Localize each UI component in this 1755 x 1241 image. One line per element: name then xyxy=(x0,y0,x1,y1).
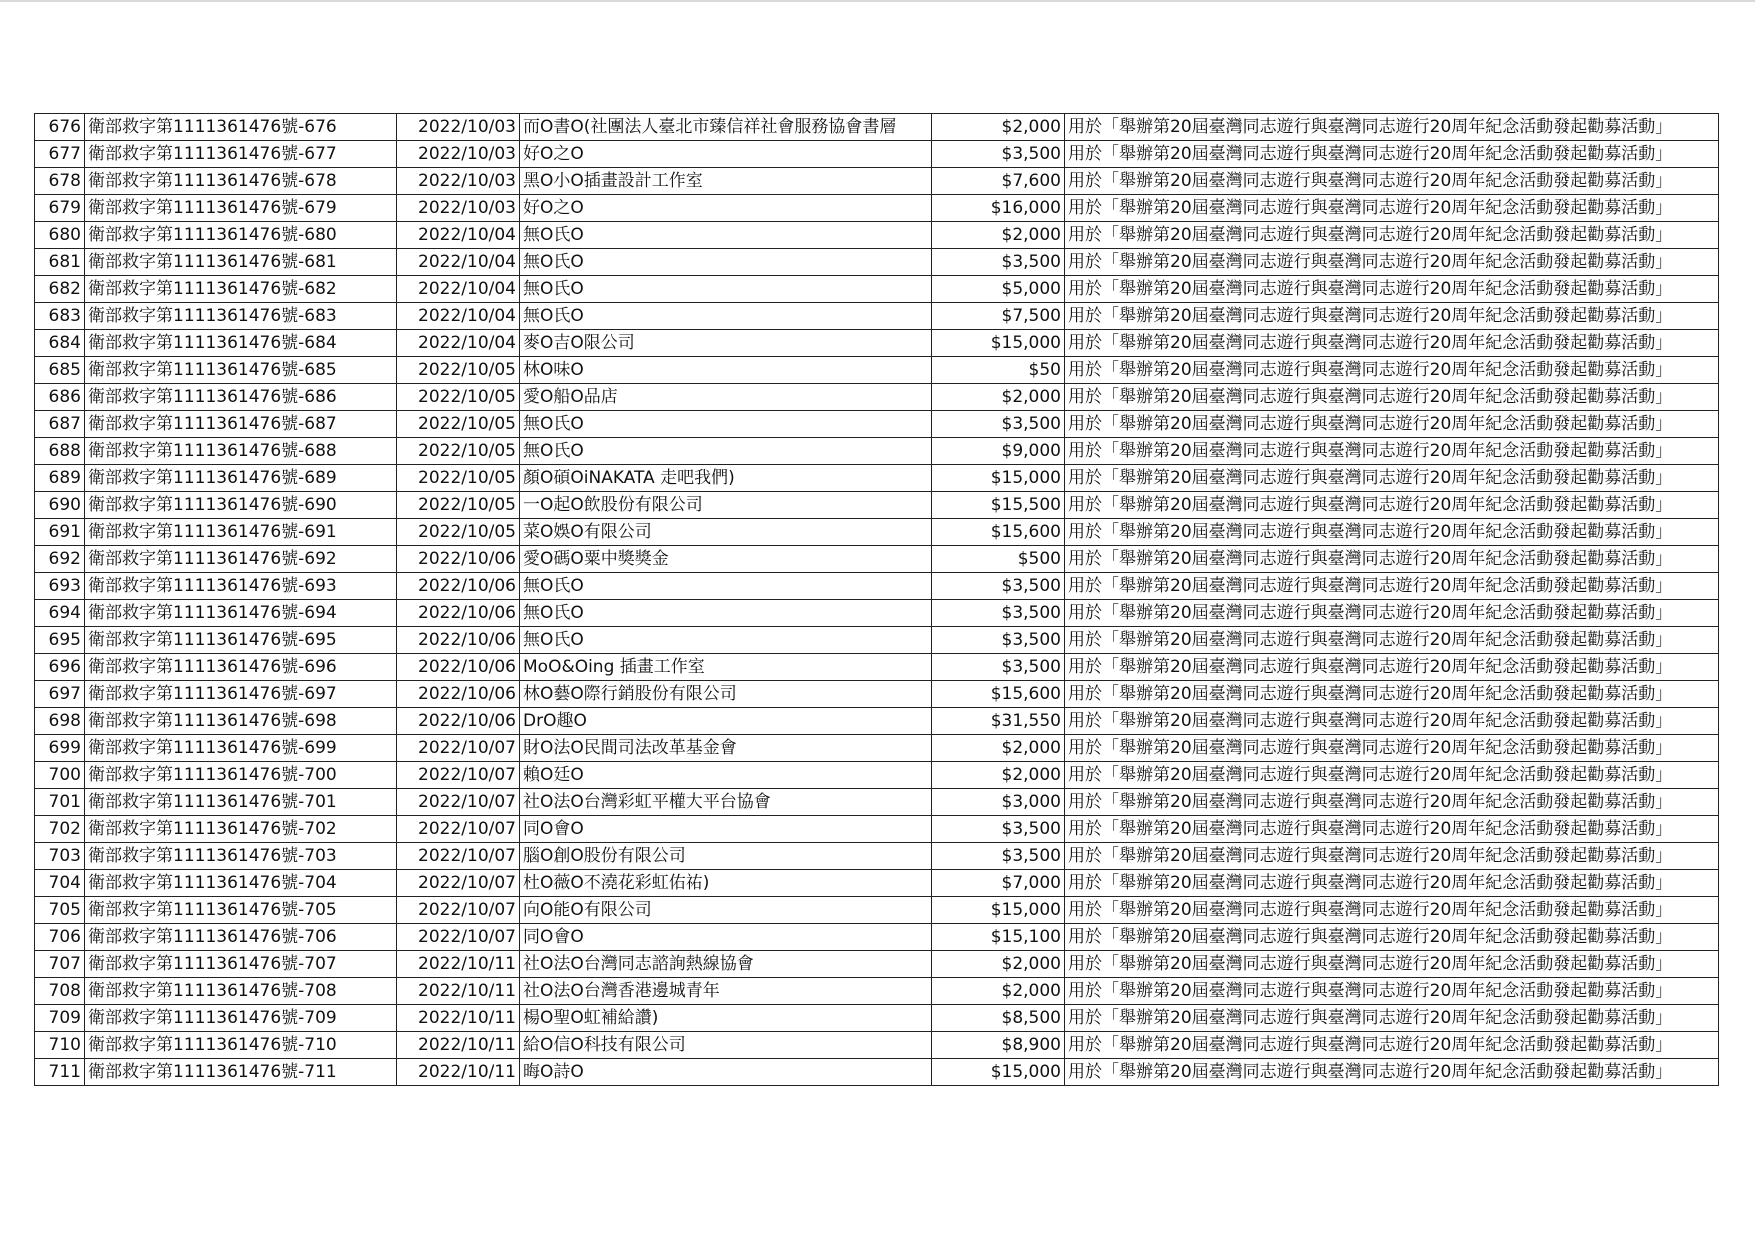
donation-date: 2022/10/06 xyxy=(397,708,520,735)
donation-date: 2022/10/11 xyxy=(397,1032,520,1059)
donation-purpose: 用於「舉辦第20屆臺灣同志遊行與臺灣同志遊行20周年紀念活動發起勸募活動」 xyxy=(1065,384,1719,411)
approval-reference: 衛部救字第1111361476號-697 xyxy=(85,681,397,708)
donation-purpose: 用於「舉辦第20屆臺灣同志遊行與臺灣同志遊行20周年紀念活動發起勸募活動」 xyxy=(1065,816,1719,843)
donation-amount: $2,000 xyxy=(932,114,1065,141)
approval-reference: 衛部救字第1111361476號-693 xyxy=(85,573,397,600)
table-row xyxy=(35,384,1719,411)
table-row xyxy=(35,789,1719,816)
donation-date: 2022/10/06 xyxy=(397,546,520,573)
table-row xyxy=(35,1059,1719,1086)
row-number: 701 xyxy=(35,789,85,816)
approval-reference: 衛部救字第1111361476號-696 xyxy=(85,654,397,681)
donation-date: 2022/10/07 xyxy=(397,816,520,843)
donation-date: 2022/10/05 xyxy=(397,357,520,384)
approval-reference: 衛部救字第1111361476號-679 xyxy=(85,195,397,222)
row-number: 693 xyxy=(35,573,85,600)
donor-name: 同O會O xyxy=(520,924,932,951)
table-row xyxy=(35,681,1719,708)
donation-date: 2022/10/05 xyxy=(397,519,520,546)
approval-reference: 衛部救字第1111361476號-685 xyxy=(85,357,397,384)
donor-name: 林O藝O際行銷股份有限公司 xyxy=(520,681,932,708)
row-number: 696 xyxy=(35,654,85,681)
approval-reference: 衛部救字第1111361476號-702 xyxy=(85,816,397,843)
donation-amount: $8,500 xyxy=(932,1005,1065,1032)
approval-reference: 衛部救字第1111361476號-677 xyxy=(85,141,397,168)
donor-name: 無O氏O xyxy=(520,438,932,465)
donation-date: 2022/10/06 xyxy=(397,681,520,708)
table-row xyxy=(35,1005,1719,1032)
row-number: 697 xyxy=(35,681,85,708)
donation-amount: $3,500 xyxy=(932,411,1065,438)
donation-amount: $2,000 xyxy=(932,222,1065,249)
table-row xyxy=(35,1032,1719,1059)
row-number: 707 xyxy=(35,951,85,978)
donor-name: 杜O薇O不澆花彩虹佑祐) xyxy=(520,870,932,897)
row-number: 678 xyxy=(35,168,85,195)
approval-reference: 衛部救字第1111361476號-687 xyxy=(85,411,397,438)
table-row xyxy=(35,114,1719,141)
row-number: 687 xyxy=(35,411,85,438)
donor-name: 愛O船O品店 xyxy=(520,384,932,411)
donation-purpose: 用於「舉辦第20屆臺灣同志遊行與臺灣同志遊行20周年紀念活動發起勸募活動」 xyxy=(1065,843,1719,870)
donor-name: 麥O吉O限公司 xyxy=(520,330,932,357)
approval-reference: 衛部救字第1111361476號-689 xyxy=(85,465,397,492)
approval-reference: 衛部救字第1111361476號-705 xyxy=(85,897,397,924)
donation-amount: $500 xyxy=(932,546,1065,573)
donor-name: 愛O碼O粟中獎獎金 xyxy=(520,546,932,573)
ledger-body xyxy=(35,114,1719,1086)
donor-name: 同O會O xyxy=(520,816,932,843)
donation-amount: $15,000 xyxy=(932,330,1065,357)
row-number: 680 xyxy=(35,222,85,249)
table-row xyxy=(35,924,1719,951)
table-row xyxy=(35,276,1719,303)
donation-purpose: 用於「舉辦第20屆臺灣同志遊行與臺灣同志遊行20周年紀念活動發起勸募活動」 xyxy=(1065,330,1719,357)
donation-date: 2022/10/06 xyxy=(397,600,520,627)
donation-amount: $16,000 xyxy=(932,195,1065,222)
table-row xyxy=(35,519,1719,546)
row-number: 704 xyxy=(35,870,85,897)
donation-purpose: 用於「舉辦第20屆臺灣同志遊行與臺灣同志遊行20周年紀念活動發起勸募活動」 xyxy=(1065,519,1719,546)
donation-purpose: 用於「舉辦第20屆臺灣同志遊行與臺灣同志遊行20周年紀念活動發起勸募活動」 xyxy=(1065,951,1719,978)
donation-amount: $15,100 xyxy=(932,924,1065,951)
donation-date: 2022/10/07 xyxy=(397,735,520,762)
row-number: 692 xyxy=(35,546,85,573)
row-number: 690 xyxy=(35,492,85,519)
approval-reference: 衛部救字第1111361476號-701 xyxy=(85,789,397,816)
table-row xyxy=(35,627,1719,654)
donation-amount: $2,000 xyxy=(932,735,1065,762)
table-row xyxy=(35,573,1719,600)
donation-amount: $2,000 xyxy=(932,951,1065,978)
donation-date: 2022/10/04 xyxy=(397,303,520,330)
row-number: 679 xyxy=(35,195,85,222)
donor-name: 財O法O民間司法改革基金會 xyxy=(520,735,932,762)
donation-purpose: 用於「舉辦第20屆臺灣同志遊行與臺灣同志遊行20周年紀念活動發起勸募活動」 xyxy=(1065,249,1719,276)
donation-purpose: 用於「舉辦第20屆臺灣同志遊行與臺灣同志遊行20周年紀念活動發起勸募活動」 xyxy=(1065,627,1719,654)
donation-purpose: 用於「舉辦第20屆臺灣同志遊行與臺灣同志遊行20周年紀念活動發起勸募活動」 xyxy=(1065,141,1719,168)
donation-purpose: 用於「舉辦第20屆臺灣同志遊行與臺灣同志遊行20周年紀念活動發起勸募活動」 xyxy=(1065,303,1719,330)
donor-name: 林O味O xyxy=(520,357,932,384)
donation-purpose: 用於「舉辦第20屆臺灣同志遊行與臺灣同志遊行20周年紀念活動發起勸募活動」 xyxy=(1065,708,1719,735)
row-number: 688 xyxy=(35,438,85,465)
table-row xyxy=(35,897,1719,924)
donation-amount: $3,500 xyxy=(932,573,1065,600)
table-row xyxy=(35,492,1719,519)
approval-reference: 衛部救字第1111361476號-691 xyxy=(85,519,397,546)
donation-amount: $3,500 xyxy=(932,816,1065,843)
table-row xyxy=(35,978,1719,1005)
row-number: 694 xyxy=(35,600,85,627)
donor-name: 無O氏O xyxy=(520,627,932,654)
table-row xyxy=(35,465,1719,492)
donation-amount: $3,500 xyxy=(932,600,1065,627)
row-number: 685 xyxy=(35,357,85,384)
donation-purpose: 用於「舉辦第20屆臺灣同志遊行與臺灣同志遊行20周年紀念活動發起勸募活動」 xyxy=(1065,654,1719,681)
approval-reference: 衛部救字第1111361476號-676 xyxy=(85,114,397,141)
donation-purpose: 用於「舉辦第20屆臺灣同志遊行與臺灣同志遊行20周年紀念活動發起勸募活動」 xyxy=(1065,222,1719,249)
donor-name: 社O法O台灣同志諮詢熱線協會 xyxy=(520,951,932,978)
donation-purpose: 用於「舉辦第20屆臺灣同志遊行與臺灣同志遊行20周年紀念活動發起勸募活動」 xyxy=(1065,600,1719,627)
donation-date: 2022/10/05 xyxy=(397,384,520,411)
table-row xyxy=(35,222,1719,249)
donation-purpose: 用於「舉辦第20屆臺灣同志遊行與臺灣同志遊行20周年紀念活動發起勸募活動」 xyxy=(1065,1005,1719,1032)
donation-amount: $5,000 xyxy=(932,276,1065,303)
approval-reference: 衛部救字第1111361476號-688 xyxy=(85,438,397,465)
donation-date: 2022/10/03 xyxy=(397,195,520,222)
donor-name: 賴O廷O xyxy=(520,762,932,789)
row-number: 691 xyxy=(35,519,85,546)
donor-name: 無O氏O xyxy=(520,573,932,600)
approval-reference: 衛部救字第1111361476號-680 xyxy=(85,222,397,249)
donation-purpose: 用於「舉辦第20屆臺灣同志遊行與臺灣同志遊行20周年紀念活動發起勸募活動」 xyxy=(1065,870,1719,897)
donation-amount: $15,500 xyxy=(932,492,1065,519)
donation-amount: $3,500 xyxy=(932,141,1065,168)
row-number: 695 xyxy=(35,627,85,654)
donation-amount: $2,000 xyxy=(932,384,1065,411)
row-number: 676 xyxy=(35,114,85,141)
donor-name: 無O氏O xyxy=(520,411,932,438)
row-number: 700 xyxy=(35,762,85,789)
donor-name: 無O氏O xyxy=(520,276,932,303)
approval-reference: 衛部救字第1111361476號-683 xyxy=(85,303,397,330)
donation-date: 2022/10/04 xyxy=(397,330,520,357)
donation-purpose: 用於「舉辦第20屆臺灣同志遊行與臺灣同志遊行20周年紀念活動發起勸募活動」 xyxy=(1065,411,1719,438)
donation-purpose: 用於「舉辦第20屆臺灣同志遊行與臺灣同志遊行20周年紀念活動發起勸募活動」 xyxy=(1065,492,1719,519)
row-number: 703 xyxy=(35,843,85,870)
donor-name: 好O之O xyxy=(520,195,932,222)
row-number: 689 xyxy=(35,465,85,492)
table-row xyxy=(35,195,1719,222)
table-row xyxy=(35,951,1719,978)
donation-purpose: 用於「舉辦第20屆臺灣同志遊行與臺灣同志遊行20周年紀念活動發起勸募活動」 xyxy=(1065,465,1719,492)
donation-date: 2022/10/07 xyxy=(397,870,520,897)
approval-reference: 衛部救字第1111361476號-690 xyxy=(85,492,397,519)
donation-amount: $2,000 xyxy=(932,978,1065,1005)
row-number: 681 xyxy=(35,249,85,276)
approval-reference: 衛部救字第1111361476號-704 xyxy=(85,870,397,897)
donation-date: 2022/10/04 xyxy=(397,249,520,276)
donation-purpose: 用於「舉辦第20屆臺灣同志遊行與臺灣同志遊行20周年紀念活動發起勸募活動」 xyxy=(1065,735,1719,762)
row-number: 699 xyxy=(35,735,85,762)
table-row xyxy=(35,762,1719,789)
donation-date: 2022/10/03 xyxy=(397,114,520,141)
donation-date: 2022/10/07 xyxy=(397,843,520,870)
donor-name: 給O信O科技有限公司 xyxy=(520,1032,932,1059)
donor-name: 無O氏O xyxy=(520,222,932,249)
donation-purpose: 用於「舉辦第20屆臺灣同志遊行與臺灣同志遊行20周年紀念活動發起勸募活動」 xyxy=(1065,438,1719,465)
page-top-edge xyxy=(0,0,1755,2)
donation-amount: $7,600 xyxy=(932,168,1065,195)
approval-reference: 衛部救字第1111361476號-707 xyxy=(85,951,397,978)
approval-reference: 衛部救字第1111361476號-694 xyxy=(85,600,397,627)
row-number: 686 xyxy=(35,384,85,411)
approval-reference: 衛部救字第1111361476號-684 xyxy=(85,330,397,357)
donation-amount: $3,500 xyxy=(932,654,1065,681)
table-row xyxy=(35,168,1719,195)
approval-reference: 衛部救字第1111361476號-695 xyxy=(85,627,397,654)
donation-amount: $31,550 xyxy=(932,708,1065,735)
row-number: 705 xyxy=(35,897,85,924)
donor-name: 菜O娛O有限公司 xyxy=(520,519,932,546)
donor-name: 顏O碩OiNAKATA 走吧我們) xyxy=(520,465,932,492)
donor-name: DrO趣O xyxy=(520,708,932,735)
donation-date: 2022/10/07 xyxy=(397,762,520,789)
donation-date: 2022/10/07 xyxy=(397,924,520,951)
donation-purpose: 用於「舉辦第20屆臺灣同志遊行與臺灣同志遊行20周年紀念活動發起勸募活動」 xyxy=(1065,1032,1719,1059)
row-number: 710 xyxy=(35,1032,85,1059)
table-row xyxy=(35,843,1719,870)
donor-name: 一O起O飲股份有限公司 xyxy=(520,492,932,519)
donation-purpose: 用於「舉辦第20屆臺灣同志遊行與臺灣同志遊行20周年紀念活動發起勸募活動」 xyxy=(1065,897,1719,924)
row-number: 698 xyxy=(35,708,85,735)
donor-name: 向O能O有限公司 xyxy=(520,897,932,924)
donation-date: 2022/10/07 xyxy=(397,789,520,816)
donation-amount: $15,000 xyxy=(932,1059,1065,1086)
approval-reference: 衛部救字第1111361476號-711 xyxy=(85,1059,397,1086)
donor-name: 無O氏O xyxy=(520,249,932,276)
row-number: 709 xyxy=(35,1005,85,1032)
approval-reference: 衛部救字第1111361476號-686 xyxy=(85,384,397,411)
donation-purpose: 用於「舉辦第20屆臺灣同志遊行與臺灣同志遊行20周年紀念活動發起勸募活動」 xyxy=(1065,978,1719,1005)
approval-reference: 衛部救字第1111361476號-678 xyxy=(85,168,397,195)
donation-amount: $3,500 xyxy=(932,627,1065,654)
approval-reference: 衛部救字第1111361476號-681 xyxy=(85,249,397,276)
donation-date: 2022/10/05 xyxy=(397,492,520,519)
donation-amount: $3,000 xyxy=(932,789,1065,816)
row-number: 702 xyxy=(35,816,85,843)
donor-name: 而O書O(社團法人臺北市臻信祥社會服務協會書層 xyxy=(520,114,932,141)
approval-reference: 衛部救字第1111361476號-700 xyxy=(85,762,397,789)
table-row xyxy=(35,303,1719,330)
donation-date: 2022/10/04 xyxy=(397,222,520,249)
donation-ledger-table xyxy=(34,113,1719,1086)
donation-amount: $9,000 xyxy=(932,438,1065,465)
donation-purpose: 用於「舉辦第20屆臺灣同志遊行與臺灣同志遊行20周年紀念活動發起勸募活動」 xyxy=(1065,1059,1719,1086)
donation-purpose: 用於「舉辦第20屆臺灣同志遊行與臺灣同志遊行20周年紀念活動發起勸募活動」 xyxy=(1065,573,1719,600)
table-row xyxy=(35,600,1719,627)
approval-reference: 衛部救字第1111361476號-710 xyxy=(85,1032,397,1059)
table-row xyxy=(35,735,1719,762)
donation-amount: $8,900 xyxy=(932,1032,1065,1059)
donation-amount: $2,000 xyxy=(932,762,1065,789)
donor-name: 無O氏O xyxy=(520,303,932,330)
donation-purpose: 用於「舉辦第20屆臺灣同志遊行與臺灣同志遊行20周年紀念活動發起勸募活動」 xyxy=(1065,762,1719,789)
approval-reference: 衛部救字第1111361476號-708 xyxy=(85,978,397,1005)
donation-purpose: 用於「舉辦第20屆臺灣同志遊行與臺灣同志遊行20周年紀念活動發起勸募活動」 xyxy=(1065,924,1719,951)
donation-date: 2022/10/07 xyxy=(397,897,520,924)
donation-amount: $50 xyxy=(932,357,1065,384)
donation-amount: $7,500 xyxy=(932,303,1065,330)
donation-amount: $15,000 xyxy=(932,897,1065,924)
donation-purpose: 用於「舉辦第20屆臺灣同志遊行與臺灣同志遊行20周年紀念活動發起勸募活動」 xyxy=(1065,114,1719,141)
row-number: 677 xyxy=(35,141,85,168)
donation-date: 2022/10/06 xyxy=(397,627,520,654)
approval-reference: 衛部救字第1111361476號-709 xyxy=(85,1005,397,1032)
table-row xyxy=(35,870,1719,897)
donation-purpose: 用於「舉辦第20屆臺灣同志遊行與臺灣同志遊行20周年紀念活動發起勸募活動」 xyxy=(1065,546,1719,573)
row-number: 683 xyxy=(35,303,85,330)
donation-purpose: 用於「舉辦第20屆臺灣同志遊行與臺灣同志遊行20周年紀念活動發起勸募活動」 xyxy=(1065,357,1719,384)
donation-amount: $15,600 xyxy=(932,681,1065,708)
donation-amount: $15,000 xyxy=(932,465,1065,492)
donation-date: 2022/10/11 xyxy=(397,951,520,978)
donation-date: 2022/10/03 xyxy=(397,141,520,168)
approval-reference: 衛部救字第1111361476號-698 xyxy=(85,708,397,735)
donor-name: 社O法O台灣香港邊城青年 xyxy=(520,978,932,1005)
donation-date: 2022/10/05 xyxy=(397,411,520,438)
donor-name: 黑O小O插畫設計工作室 xyxy=(520,168,932,195)
table-row xyxy=(35,249,1719,276)
donation-amount: $7,000 xyxy=(932,870,1065,897)
donation-purpose: 用於「舉辦第20屆臺灣同志遊行與臺灣同志遊行20周年紀念活動發起勸募活動」 xyxy=(1065,681,1719,708)
table-row xyxy=(35,330,1719,357)
table-row xyxy=(35,654,1719,681)
row-number: 708 xyxy=(35,978,85,1005)
table-row xyxy=(35,546,1719,573)
approval-reference: 衛部救字第1111361476號-692 xyxy=(85,546,397,573)
table-row xyxy=(35,357,1719,384)
row-number: 682 xyxy=(35,276,85,303)
donor-name: 好O之O xyxy=(520,141,932,168)
donation-amount: $3,500 xyxy=(932,249,1065,276)
approval-reference: 衛部救字第1111361476號-703 xyxy=(85,843,397,870)
donor-name: 社O法O台灣彩虹平權大平台協會 xyxy=(520,789,932,816)
donor-name: 楊O聖O虹補給讚) xyxy=(520,1005,932,1032)
row-number: 711 xyxy=(35,1059,85,1086)
table-row xyxy=(35,141,1719,168)
table-row xyxy=(35,411,1719,438)
donation-purpose: 用於「舉辦第20屆臺灣同志遊行與臺灣同志遊行20周年紀念活動發起勸募活動」 xyxy=(1065,168,1719,195)
donation-purpose: 用於「舉辦第20屆臺灣同志遊行與臺灣同志遊行20周年紀念活動發起勸募活動」 xyxy=(1065,789,1719,816)
approval-reference: 衛部救字第1111361476號-682 xyxy=(85,276,397,303)
table-row xyxy=(35,816,1719,843)
donation-date: 2022/10/05 xyxy=(397,438,520,465)
row-number: 706 xyxy=(35,924,85,951)
donation-date: 2022/10/03 xyxy=(397,168,520,195)
donation-purpose: 用於「舉辦第20屆臺灣同志遊行與臺灣同志遊行20周年紀念活動發起勸募活動」 xyxy=(1065,195,1719,222)
donation-date: 2022/10/04 xyxy=(397,276,520,303)
donation-date: 2022/10/06 xyxy=(397,654,520,681)
donation-amount: $15,600 xyxy=(932,519,1065,546)
donation-date: 2022/10/06 xyxy=(397,573,520,600)
approval-reference: 衛部救字第1111361476號-699 xyxy=(85,735,397,762)
donor-name: 無O氏O xyxy=(520,600,932,627)
donor-name: 晦O詩O xyxy=(520,1059,932,1086)
table-row xyxy=(35,438,1719,465)
donation-purpose: 用於「舉辦第20屆臺灣同志遊行與臺灣同志遊行20周年紀念活動發起勸募活動」 xyxy=(1065,276,1719,303)
donation-date: 2022/10/05 xyxy=(397,465,520,492)
table-row xyxy=(35,708,1719,735)
donation-date: 2022/10/11 xyxy=(397,1059,520,1086)
donation-date: 2022/10/11 xyxy=(397,1005,520,1032)
donation-date: 2022/10/11 xyxy=(397,978,520,1005)
approval-reference: 衛部救字第1111361476號-706 xyxy=(85,924,397,951)
donor-name: MoO&Oing 插畫工作室 xyxy=(520,654,932,681)
donor-name: 腦O創O股份有限公司 xyxy=(520,843,932,870)
row-number: 684 xyxy=(35,330,85,357)
donation-amount: $3,500 xyxy=(932,843,1065,870)
